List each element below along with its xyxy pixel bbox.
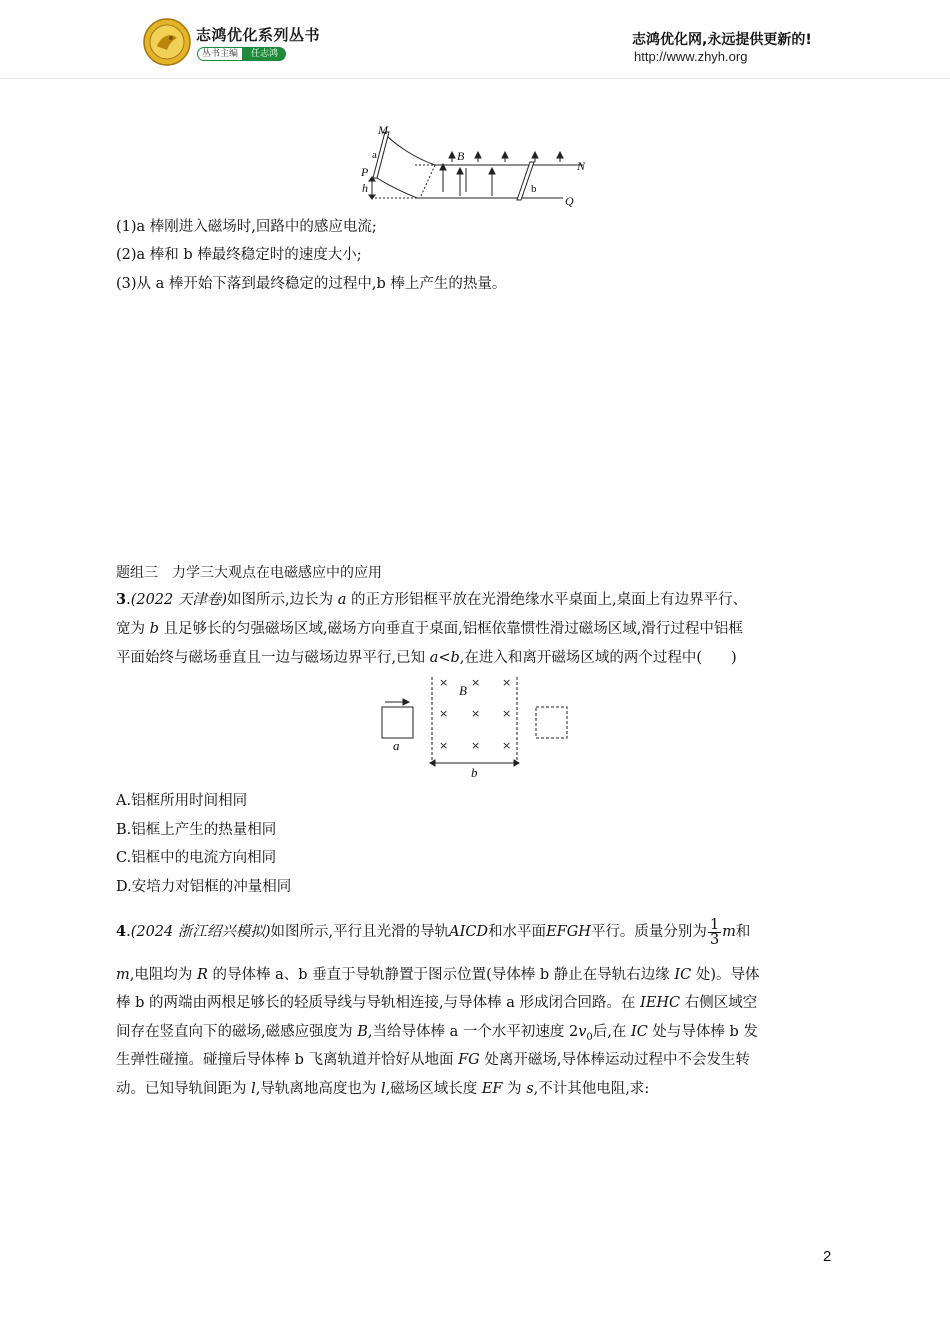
- q3-text: 且足够长的匀强磁场区域,磁场方向垂直于桌面,铝框依靠惯性滑过磁场区域,滑行过程中铝框: [158, 621, 743, 637]
- fraction-denominator: 3: [709, 931, 720, 948]
- q4-source: (2024 浙江绍兴模拟): [130, 924, 271, 940]
- editor-label: 丛书主编: [197, 47, 243, 61]
- q4-line2: [116, 965, 760, 985]
- q3-line1: 3.(2022 天津卷)如图所示,边长为 a 的正方形铝框平放在光滑绝缘水平桌面上,桌面上有边界平行、: [116, 591, 748, 608]
- q4-text: 生弹性碰撞。碰撞后导体棒 b 飞离轨道并恰好从地面: [116, 1052, 459, 1068]
- q4-text: 和水平面: [488, 924, 547, 940]
- q3-option-c[interactable]: C.铝框中的电流方向相同: [116, 850, 277, 866]
- q3-text: 宽为: [116, 621, 150, 637]
- q3-var: a<b: [429, 650, 460, 666]
- q4-text: ,磁场区域长度: [385, 1081, 482, 1097]
- label-Q: Q: [565, 194, 574, 208]
- q4-text: ,电阻均为: [129, 967, 197, 983]
- q4-var: IC: [630, 1024, 648, 1040]
- cross-mark: ×: [502, 676, 512, 689]
- q4-text: ,不计其他电阻,求:: [533, 1081, 650, 1097]
- q3-option-b[interactable]: B.铝框上产生的热量相同: [116, 822, 277, 838]
- label-B: B: [457, 149, 465, 163]
- cross-mark: ×: [502, 739, 512, 752]
- q4-text: 处离开磁场,导体棒运动过程中不会发生转: [479, 1052, 750, 1068]
- q4-var: v: [578, 1024, 587, 1040]
- q4-var: l: [251, 1081, 256, 1097]
- q4-var: IEHC: [640, 995, 681, 1011]
- label-h: h: [362, 181, 368, 195]
- aluminum-frame: [382, 707, 413, 738]
- q4-text: ,导轨离地高度也为: [255, 1081, 381, 1097]
- q4-text: ,当给导体棒 a 一个水平初速度 2: [367, 1024, 579, 1040]
- label-a: a: [393, 738, 400, 753]
- q2-part2: (2)a 棒和 b 棒最终稳定时的速度大小;: [116, 247, 362, 263]
- q4-text: 处)。导体: [691, 967, 760, 983]
- section-heading: 题组三 力学三大观点在电磁感应中的应用: [116, 565, 382, 581]
- q4-line6: [116, 1079, 649, 1099]
- slogan: 志鸿优化网,永远提供更新的!: [632, 32, 812, 48]
- q3-var: b: [149, 621, 159, 637]
- q4-text: 为: [502, 1081, 527, 1097]
- q4-text: 和: [735, 924, 751, 940]
- page-number: 2: [823, 1248, 832, 1265]
- q4-var: B: [357, 1024, 368, 1040]
- q3-text: 的正方形铝框平放在光滑绝缘水平桌面上,桌面上有边界平行、: [346, 592, 748, 608]
- upper-curved-rail: [383, 132, 435, 165]
- fraction-one-third: [708, 918, 721, 947]
- q4-var: m: [116, 967, 130, 983]
- q3-text: 如图所示,边长为: [227, 592, 338, 608]
- q3-text: 平面始终与磁场垂直且一边与磁场边界平行,已知: [116, 650, 430, 666]
- q4-var: IC: [674, 967, 692, 983]
- q4-line5: [116, 1050, 750, 1070]
- figure-frame-field: [375, 672, 575, 782]
- lower-curved-rail: [377, 178, 417, 198]
- q3-number: 3: [116, 591, 127, 608]
- q3-source: (2022 天津卷): [130, 592, 228, 608]
- q2-part1: (1)a 棒刚进入磁场时,回路中的感应电流;: [116, 219, 377, 235]
- q4-text: 如图所示,平行且光滑的导轨: [270, 924, 450, 940]
- q4-var: R: [196, 967, 208, 983]
- figure-rails: [355, 120, 600, 215]
- q3-var: a: [337, 592, 347, 608]
- q4-text: 平行。质量分别为: [590, 924, 707, 940]
- q4-var: EFGH: [546, 924, 591, 940]
- q4-text: 右侧区域空: [680, 995, 758, 1011]
- q4-subscript: 0: [586, 1031, 593, 1043]
- label-M: M: [378, 123, 388, 137]
- cross-mark: ×: [439, 707, 449, 720]
- q3-option-d[interactable]: D.安培力对铝框的冲量相同: [116, 879, 292, 895]
- label-b: b: [471, 765, 478, 780]
- cross-mark: ×: [502, 707, 512, 720]
- q4-var: EF: [481, 1081, 503, 1097]
- cross-mark: ×: [471, 707, 481, 720]
- header-divider: [0, 78, 950, 79]
- q4-var: s: [526, 1081, 534, 1097]
- q3-text: ,在进入和离开磁场区域的两个过程中( ): [459, 650, 737, 666]
- label-N: N: [577, 159, 586, 173]
- q4-var: AICD: [449, 924, 489, 940]
- website-url[interactable]: http://www.zhyh.org: [634, 49, 748, 64]
- q4-var: l: [380, 1081, 386, 1097]
- cross-mark: ×: [439, 739, 449, 752]
- cross-mark: ×: [471, 739, 481, 752]
- q4-text: 间存在竖直向下的磁场,磁感应强度为: [116, 1024, 358, 1040]
- q4-line1: 4 . (2024 浙江绍兴模拟) 如图所示,平行且光滑的导轨 AICD 和水平面 EFGH 平行。质量分别为 $\frac{1}{3}$ m 和: [116, 916, 751, 948]
- label-a: a: [372, 149, 377, 161]
- editor-name: 任志鸿: [243, 47, 286, 61]
- cross-mark: ×: [439, 676, 449, 689]
- q3-line2: [116, 619, 743, 639]
- series-title: 志鸿优化系列丛书: [196, 26, 321, 44]
- q2-part3: (3)从 a 棒开始下落到最终稳定的过程中,b 棒上产生的热量。: [116, 276, 507, 292]
- q4-text: 动。已知导轨间距为: [116, 1081, 252, 1097]
- editor-badge: [197, 47, 286, 61]
- label-P: P: [361, 165, 369, 179]
- label-b: b: [531, 183, 537, 195]
- publisher-logo-icon: [143, 18, 191, 66]
- q3-line3: [116, 648, 737, 668]
- q4-line4: [116, 1022, 758, 1048]
- q3-option-a[interactable]: A.铝框所用时间相同: [116, 793, 248, 809]
- q4-var: m: [722, 924, 736, 940]
- q4-var: FG: [458, 1052, 480, 1068]
- label-B: B: [459, 683, 467, 698]
- fraction-numerator: 1: [709, 916, 720, 933]
- q4-text: 的导体棒 a、b 垂直于导轨静置于图示位置(导体棒 b 静止在导轨右边缘: [207, 967, 675, 983]
- frame-exit-position: [536, 707, 567, 738]
- q4-text: 后,在: [592, 1024, 631, 1040]
- q4-text: 棒 b 的两端由两根足够长的轻质导线与导轨相连接,与导体棒 a 形成闭合回路。在: [116, 995, 641, 1011]
- q4-number: 4: [116, 923, 127, 940]
- header: [0, 0, 950, 80]
- q4-line3: [116, 993, 757, 1013]
- q4-text: 处与导体棒 b 发: [647, 1024, 758, 1040]
- cross-mark: ×: [471, 676, 481, 689]
